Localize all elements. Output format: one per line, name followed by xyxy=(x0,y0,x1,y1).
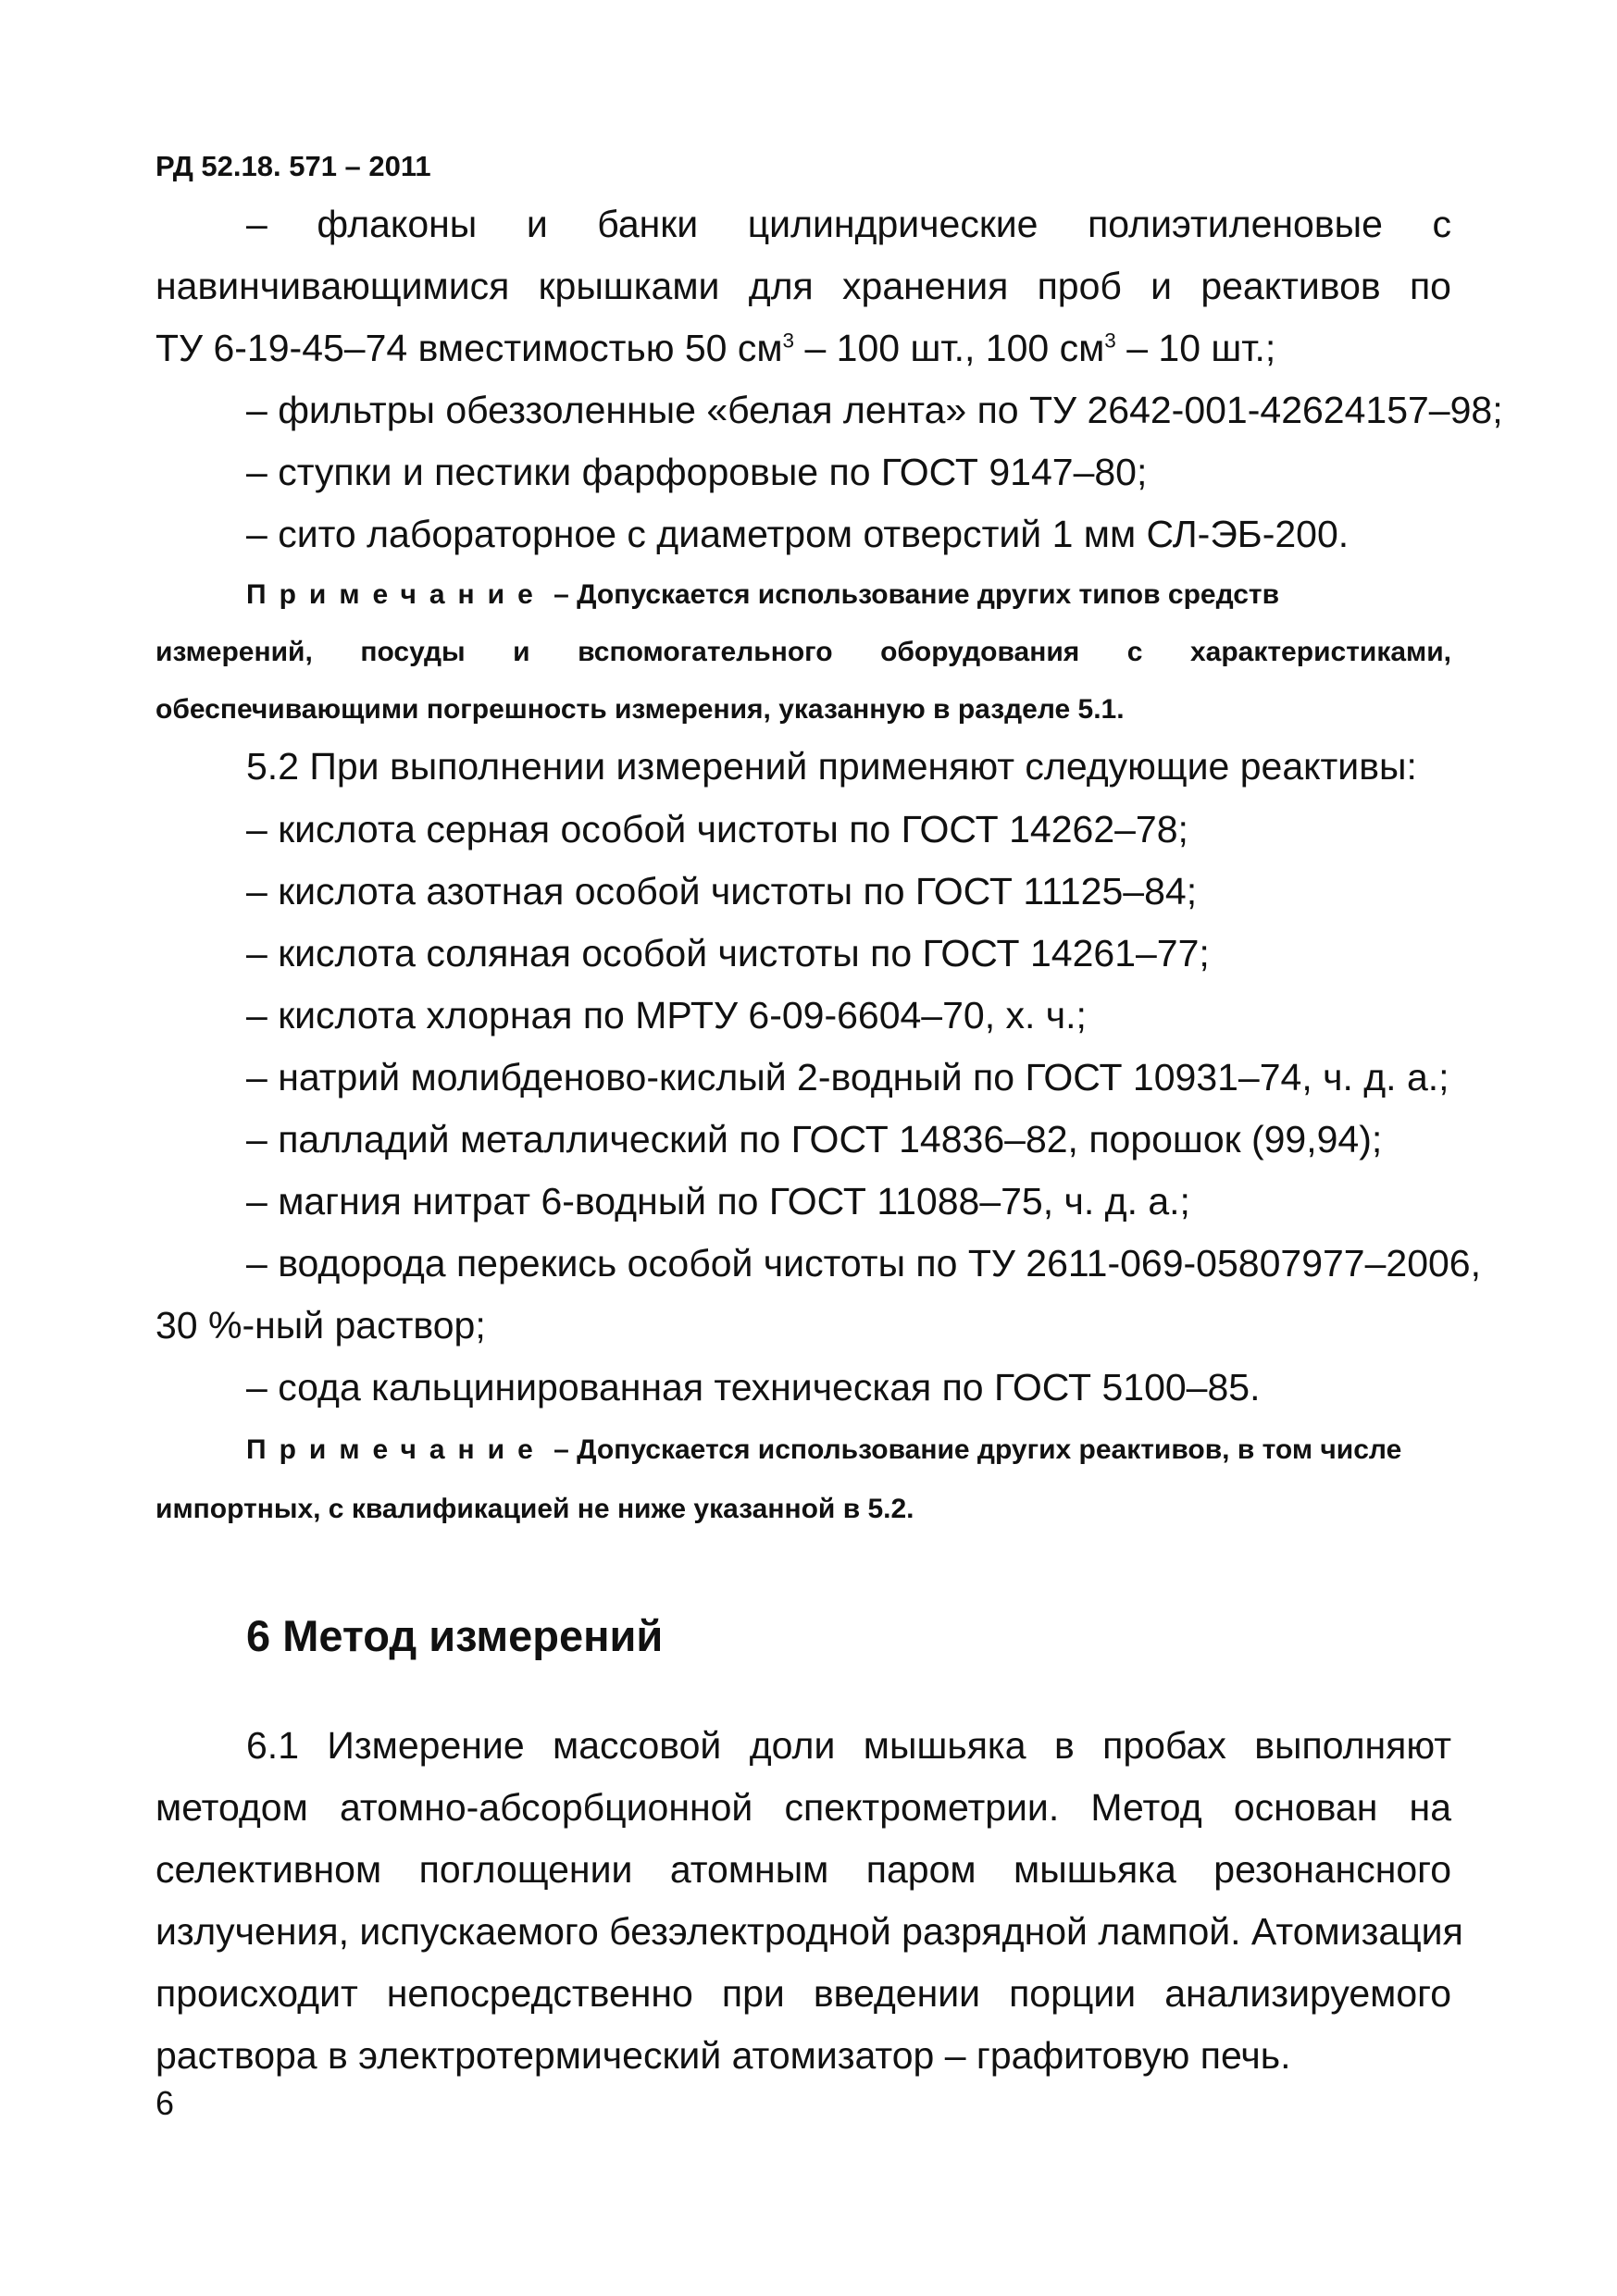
reagent-item: – кислота серная особой чистоты по ГОСТ 14262–78; xyxy=(246,808,1188,850)
list-item-mortars: – ступки и пестики фарфоровые по ГОСТ 9147–80; xyxy=(246,451,1148,493)
reagent-item: – сода кальцинированная техническая по ГОСТ 5100–85. xyxy=(246,1366,1261,1409)
list-item-sieve: – сито лабораторное с диаметром отверстий 1 мм СЛ-ЭБ-200. xyxy=(246,513,1350,555)
note-label: Примечание xyxy=(246,579,546,610)
reagent-item-peroxide-line1: – водорода перекись особой чистоты по ТУ 2611-069-05807977–2006, xyxy=(246,1242,1482,1285)
paragraph-6-1-line2: методом атомно-абсорбционной спектрометрии. Метод основан на xyxy=(155,1786,1451,1829)
reagent-item: – кислота азотная особой чистоты по ГОСТ 11125–84; xyxy=(246,870,1198,912)
paragraph-6-1-line6: раствора в электротермический атомизатор – графитовую печь. xyxy=(155,2034,1291,2077)
list-item-flasks-line3: ТУ 6-19-45–74 вместимостью 50 $см^3 - 100$ шт., 100 $см^3 - 10$ шт.; xyxy=(155,327,1276,369)
paragraph-6-1-line4: излучения, испускаемого безэлектродной разрядной лампой. Атомизация xyxy=(155,1910,1463,1953)
list-item-flasks-line2: навинчивающимися крышками для хранения проб и реактивов по xyxy=(155,265,1451,307)
note-1-line3: обеспечивающими погрешность измерения, указанную в разделе 5.1. xyxy=(155,694,1125,725)
reagent-item: – кислота хлорная по МРТУ 6-09-6604–70, х. ч.; xyxy=(246,994,1087,1036)
reagent-item: – натрий молибденово-кислый 2-водный по ГОСТ 10931–74, ч. д. а.; xyxy=(246,1056,1449,1098)
note-1-line1: Примечание – Допускается использование других типов средств xyxy=(246,579,1280,610)
reagent-item: – кислота соляная особой чистоты по ГОСТ 14261–77; xyxy=(246,932,1210,974)
list-item-flasks-line1: – флаконы и банки цилиндрические полиэтиленовые с xyxy=(246,203,1451,245)
reagent-item: – магния нитрат 6-водный по ГОСТ 11088–75, ч. д. а.; xyxy=(246,1180,1190,1222)
page-number: 6 xyxy=(155,2084,175,2122)
reagent-item-peroxide-line2: 30 %-ный раствор; xyxy=(155,1304,486,1347)
paragraph-6-1-line5: происходит непосредственно при введении порции анализируемого xyxy=(155,1972,1451,2015)
paragraph-6-1-line3: селективном поглощении атомным паром мышьяка резонансного xyxy=(155,1848,1451,1891)
section-5-2-intro: 5.2 При выполнении измерений применяют следующие реактивы: xyxy=(246,745,1417,788)
paragraph-6-1-line1: 6.1 Измерение массовой доли мышьяка в пробах выполняют xyxy=(246,1724,1451,1767)
note-2-line2: импортных, с квалификацией не ниже указанной в 5.2. xyxy=(155,1494,914,1524)
note-label: Примечание xyxy=(246,1434,546,1465)
reagent-item: – палладий металлический по ГОСТ 14836–82, порошок (99,94); xyxy=(246,1118,1383,1160)
list-item-filters: – фильтры обеззоленные «белая лента» по ТУ 2642-001-42624157–98; xyxy=(246,389,1503,431)
document-code: РД 52.18. 571 – 2011 xyxy=(155,150,431,182)
note-1-line2: измерений, посуды и вспомогательного оборудования с характеристиками, xyxy=(155,637,1451,667)
section-6-heading: 6 Метод измерений xyxy=(246,1611,664,1660)
note-2-line1: Примечание – Допускается использование других реактивов, в том числе xyxy=(246,1434,1402,1465)
